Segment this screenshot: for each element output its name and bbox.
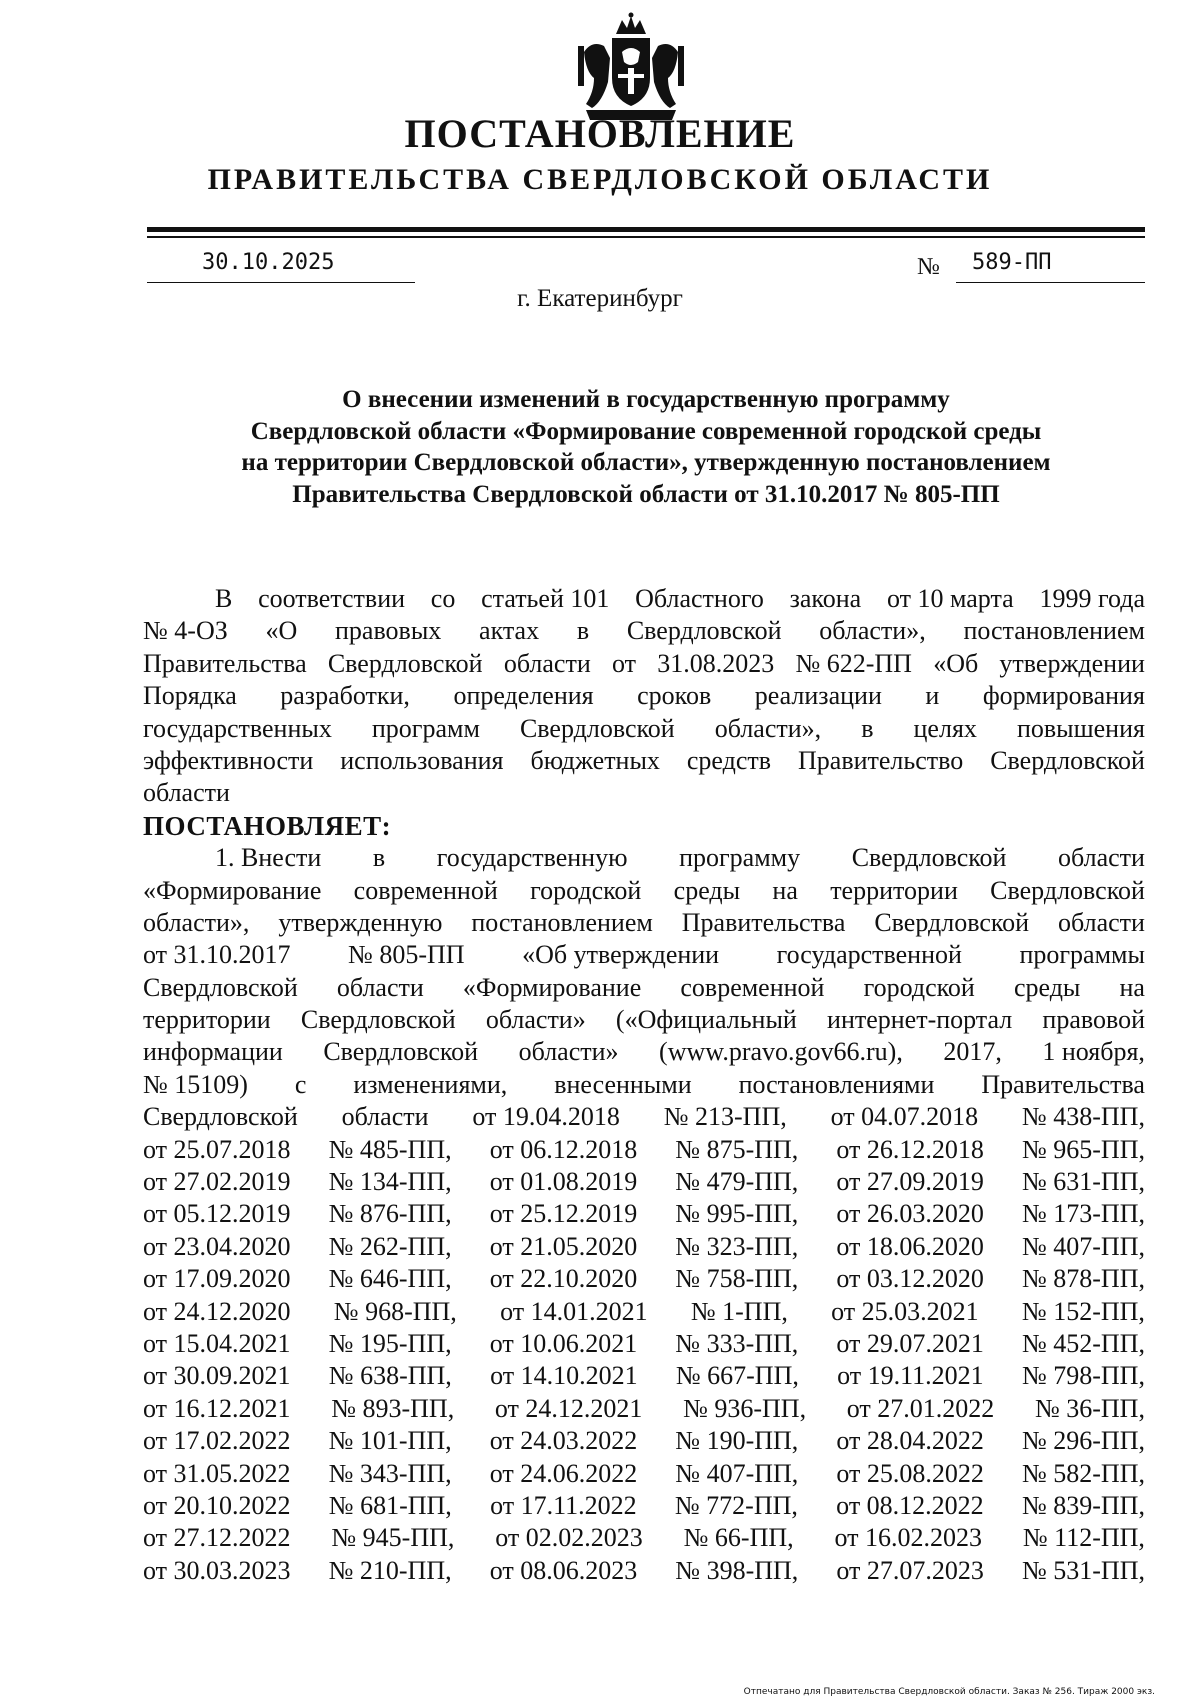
text-line [143, 1036, 1145, 1068]
word: от 25.07.2018 [143, 1134, 291, 1164]
word: № 531-ПП, [1021, 1555, 1145, 1585]
word: 31.08.2023 [657, 648, 775, 678]
word: на [772, 875, 798, 905]
word: внесенными [554, 1069, 692, 1099]
text-line [143, 1328, 1145, 1360]
word: области [1058, 907, 1145, 937]
word: от 19.04.2018 [472, 1102, 620, 1132]
word: интернет-портал [827, 1005, 1013, 1035]
word: территории [830, 875, 958, 905]
word: № 152-ПП, [1021, 1296, 1145, 1326]
word: (www.pravo.gov66.ru), [659, 1037, 903, 1067]
word: № 965-ПП, [1021, 1134, 1145, 1164]
word: сроков [637, 681, 712, 711]
word: программы [1019, 940, 1145, 970]
word: Свердловской [143, 1102, 298, 1132]
word: области [1058, 843, 1145, 873]
word: № 452-ПП, [1021, 1328, 1145, 1358]
word: № 631-ПП, [1021, 1167, 1145, 1197]
word: программ [371, 713, 480, 743]
word: 2017, [943, 1037, 1002, 1067]
word: от 18.06.2020 [836, 1231, 984, 1261]
word: реализации [754, 681, 882, 711]
word: № 343-ПП, [328, 1458, 452, 1488]
word: от [611, 648, 636, 678]
word: от 23.04.2020 [143, 1231, 291, 1261]
word: Свердловской [143, 972, 298, 1002]
word: («Официальный [615, 1005, 797, 1035]
word: государственную [436, 843, 628, 873]
word: № 968-ПП, [333, 1296, 457, 1326]
word: Свердловской [626, 616, 782, 646]
document-number: 589-ПП [972, 250, 1052, 275]
word: № 772-ПП, [674, 1490, 798, 1520]
number-field [956, 250, 1145, 283]
word: № 333-ПП, [675, 1328, 799, 1358]
word: использования [340, 745, 504, 775]
word: постановлениями [738, 1069, 935, 1099]
word: № 805-ПП [348, 940, 465, 970]
word: от 05.12.2019 [143, 1199, 291, 1229]
word: от 24.12.2020 [143, 1296, 291, 1326]
word: Правительство [798, 745, 964, 775]
word: статьей 101 [481, 584, 610, 613]
word: № 798-ПП, [1021, 1361, 1145, 1391]
word: области» [485, 1005, 586, 1035]
word: Правительства [981, 1069, 1145, 1099]
word: от 27.07.2023 [836, 1555, 984, 1585]
number-sign: № [917, 254, 940, 280]
word: № 296-ПП, [1021, 1426, 1145, 1456]
word: актах [479, 616, 540, 646]
issuer-title: ПРАВИТЕЛЬСТВА СВЕРДЛОВСКОЙ ОБЛАСТИ [207, 163, 993, 196]
preamble-paragraph [143, 583, 1145, 810]
text-line [143, 1458, 1145, 1490]
word: от 08.06.2023 [489, 1555, 638, 1585]
word: постановлением [471, 907, 653, 937]
word: определения [453, 681, 594, 711]
text-line [143, 1004, 1145, 1036]
word: от 31.05.2022 [143, 1458, 291, 1488]
header-rule-thick [147, 227, 1145, 232]
word: «Об утверждении [522, 940, 720, 970]
word: № 839-ПП, [1021, 1490, 1145, 1520]
word: «О [265, 616, 298, 646]
word: городской [863, 972, 975, 1002]
word: от 22.10.2020 [489, 1264, 638, 1294]
word: изменениями, [353, 1069, 508, 1099]
word: № 262-ПП, [328, 1231, 452, 1261]
word: области [503, 648, 591, 678]
word: № 15109) [143, 1069, 248, 1099]
word: № 485-ПП, [328, 1134, 452, 1164]
word: от 25.12.2019 [489, 1199, 638, 1229]
word: средств [686, 745, 772, 775]
word: от 27.09.2019 [836, 1167, 984, 1197]
word: формирования [982, 681, 1145, 711]
word: утверждении [999, 648, 1145, 678]
word: правовых [335, 616, 442, 646]
word: № 134-ПП, [328, 1167, 452, 1197]
word: № 878-ПП, [1021, 1264, 1145, 1294]
word: области» [518, 1037, 619, 1067]
word: № 667-ПП, [675, 1361, 799, 1391]
word: № 112-ПП, [1022, 1523, 1145, 1553]
word: № 875-ПП, [675, 1134, 799, 1164]
word: от 24.06.2022 [489, 1458, 638, 1488]
word: от 27.02.2019 [143, 1167, 291, 1197]
word: № 195-ПП, [328, 1328, 452, 1358]
word: № 398-ПП, [675, 1555, 799, 1585]
word: от 24.12.2021 [494, 1393, 643, 1423]
word: бюджетных [530, 745, 660, 775]
word: от 26.12.2018 [836, 1134, 984, 1164]
text-line [143, 1522, 1145, 1554]
word: Свердловской [874, 907, 1030, 937]
text-line [143, 1166, 1145, 1198]
word: от 17.09.2020 [143, 1264, 291, 1294]
word: № 638-ПП, [328, 1361, 452, 1391]
word: Порядка [143, 681, 237, 711]
word: от 14.10.2021 [490, 1361, 638, 1391]
word: № 66-ПП, [683, 1523, 794, 1553]
word: от 25.03.2021 [831, 1296, 979, 1326]
word: № 407-ПП, [1021, 1231, 1145, 1261]
word: Свердловской [519, 713, 675, 743]
text-line [143, 680, 1145, 712]
heading-line: О внесении изменений в государственную программу [342, 386, 950, 413]
word: от 29.07.2021 [836, 1328, 984, 1358]
text-line [143, 1393, 1145, 1425]
word: Свердловской [323, 1037, 479, 1067]
word: от 15.04.2021 [143, 1328, 291, 1358]
heading-line: Правительства Свердловской области от 31.10.2017 № 805-ПП [292, 480, 1000, 508]
word: и [925, 681, 940, 711]
text-line [143, 1069, 1145, 1101]
word: Правительства [143, 648, 307, 678]
word: 1. Внести [215, 843, 322, 873]
word: от 02.02.2023 [495, 1523, 643, 1553]
word: № 945-ПП, [331, 1523, 455, 1553]
word: № 4-ОЗ [143, 616, 228, 646]
document-city: г. Екатеринбург [517, 285, 683, 312]
word: правовой [1042, 1005, 1145, 1035]
text-line [143, 1198, 1145, 1230]
text-line [143, 713, 1145, 745]
word: от 10 марта [886, 584, 1014, 613]
heading-line: Свердловской области «Формирование современной городской среды [250, 417, 1042, 445]
word: «Об [933, 648, 979, 678]
document-heading [147, 384, 1145, 510]
text-line [143, 939, 1145, 971]
text-line [143, 615, 1145, 647]
text-line [143, 1296, 1145, 1328]
word: от 27.12.2022 [143, 1523, 291, 1553]
word: разработки, [280, 681, 410, 711]
word: № 681-ПП, [328, 1490, 452, 1520]
word: Свердловской [990, 745, 1145, 775]
word: № 582-ПП, [1021, 1458, 1145, 1488]
text-line [143, 1101, 1145, 1133]
word: повышения [1016, 713, 1145, 743]
word: от 06.12.2018 [489, 1134, 638, 1164]
word: государственных [143, 713, 332, 743]
word: от 27.01.2022 [846, 1393, 995, 1423]
word: Свердловской [990, 875, 1145, 905]
word: в [372, 843, 386, 873]
word: от 20.10.2022 [143, 1490, 291, 1520]
word: территории [143, 1005, 271, 1035]
word: государственной [776, 940, 962, 970]
word: области [341, 1102, 429, 1132]
word: постановлением [963, 616, 1145, 646]
word: от 04.07.2018 [830, 1102, 979, 1132]
word: от 25.08.2022 [836, 1458, 984, 1488]
text-line [143, 648, 1145, 680]
word: В [215, 584, 233, 613]
word: от 14.01.2021 [500, 1296, 648, 1326]
item-1-paragraph [143, 842, 1145, 1587]
date-field [147, 250, 415, 283]
word: № 479-ПП, [675, 1167, 799, 1197]
text-line [143, 1360, 1145, 1392]
text-line [143, 1425, 1145, 1457]
text-line [143, 583, 1145, 615]
word: эффективности [143, 745, 314, 775]
word: Свердловской [851, 843, 1007, 873]
text-line [143, 745, 1145, 777]
header-rule-thin [147, 236, 1145, 238]
word: № 190-ПП, [675, 1426, 799, 1456]
word: от 31.10.2017 [143, 940, 291, 970]
text-line [143, 842, 1145, 874]
word: от 19.11.2021 [837, 1361, 984, 1391]
word: Свердловской [327, 648, 483, 678]
word: среды [1013, 972, 1081, 1002]
word: № 995-ПП, [675, 1199, 799, 1229]
document-body [143, 583, 1145, 1587]
word: № 210-ПП, [328, 1555, 452, 1585]
word: с [294, 1069, 307, 1099]
word: в [861, 713, 874, 743]
word: от 01.08.2019 [489, 1167, 638, 1197]
word: со [430, 584, 456, 613]
word: № 893-ПП, [331, 1393, 455, 1423]
word: № 646-ПП, [328, 1264, 452, 1294]
word: № 438-ПП, [1021, 1102, 1145, 1132]
word: от 30.09.2021 [143, 1361, 291, 1391]
word: № 1-ПП, [690, 1296, 788, 1326]
word: «Формирование [462, 972, 642, 1002]
word: от 10.06.2021 [489, 1328, 638, 1358]
word: № 407-ПП, [675, 1458, 799, 1488]
resolve-word: ПОСТАНОВЛЯЕТ: [143, 810, 392, 841]
text-line [143, 1231, 1145, 1263]
print-footer: Отпечатано для Правительства Свердловской области. Заказ № 256. Тираж 2000 экз. [743, 1687, 1155, 1697]
word: № 758-ПП, [675, 1264, 799, 1294]
heading-line: на территории Свердловской области», утвержденную постановлением [241, 449, 1051, 476]
text-line [143, 875, 1145, 907]
word: закона [789, 584, 862, 613]
word: от 03.12.2020 [836, 1264, 984, 1294]
word: «Формирование [143, 875, 322, 905]
text-line [143, 777, 1145, 809]
coat-of-arms-icon [572, 12, 690, 124]
word: утвержденную [278, 907, 443, 937]
word: от 30.03.2023 [143, 1555, 291, 1585]
word: от 21.05.2020 [489, 1231, 638, 1261]
word: от 24.03.2022 [489, 1426, 638, 1456]
word: соответствии [258, 584, 406, 613]
document-type-title: ПОСТАНОВЛЕНИЕ [404, 111, 796, 156]
word: № 36-ПП, [1034, 1393, 1145, 1423]
document-date: 30.10.2025 [202, 250, 335, 275]
word: Свердловской [300, 1005, 456, 1035]
word: от 16.02.2023 [834, 1523, 983, 1553]
word: № 622-ПП [795, 648, 912, 678]
word: современной [353, 875, 498, 905]
word: от 17.11.2022 [490, 1490, 637, 1520]
text-line [143, 1263, 1145, 1295]
word: среды [673, 875, 741, 905]
word: № 101-ПП, [328, 1426, 452, 1456]
word: от 16.12.2021 [143, 1393, 291, 1423]
word: области», [714, 713, 822, 743]
word: от 17.02.2022 [143, 1426, 291, 1456]
word: области», [819, 616, 926, 646]
word: информации [143, 1037, 283, 1067]
text-line [143, 1134, 1145, 1166]
word: 1 ноября, [1042, 1037, 1145, 1067]
word: от 26.03.2020 [836, 1199, 984, 1229]
word: в [576, 616, 590, 646]
word: области [143, 778, 230, 808]
word: Правительства [681, 907, 846, 937]
text-line [143, 1490, 1145, 1522]
text-line [143, 972, 1145, 1004]
word: программу [679, 843, 801, 873]
word: 1999 года [1039, 584, 1145, 613]
word: от 28.04.2022 [836, 1426, 984, 1456]
word: № 323-ПП, [675, 1231, 799, 1261]
word: № 936-ПП, [683, 1393, 807, 1423]
text-line [143, 1555, 1145, 1587]
word: городской [530, 875, 642, 905]
word: области [336, 972, 424, 1002]
word: целях [913, 713, 977, 743]
word: области», [143, 907, 250, 937]
word: современной [680, 972, 825, 1002]
text-line [143, 907, 1145, 939]
word: Областного [635, 584, 764, 613]
word: № 876-ПП, [328, 1199, 452, 1229]
word: № 213-ПП, [663, 1102, 787, 1132]
word: на [1119, 972, 1145, 1002]
word: № 173-ПП, [1021, 1199, 1145, 1229]
word: от 08.12.2022 [836, 1490, 984, 1520]
